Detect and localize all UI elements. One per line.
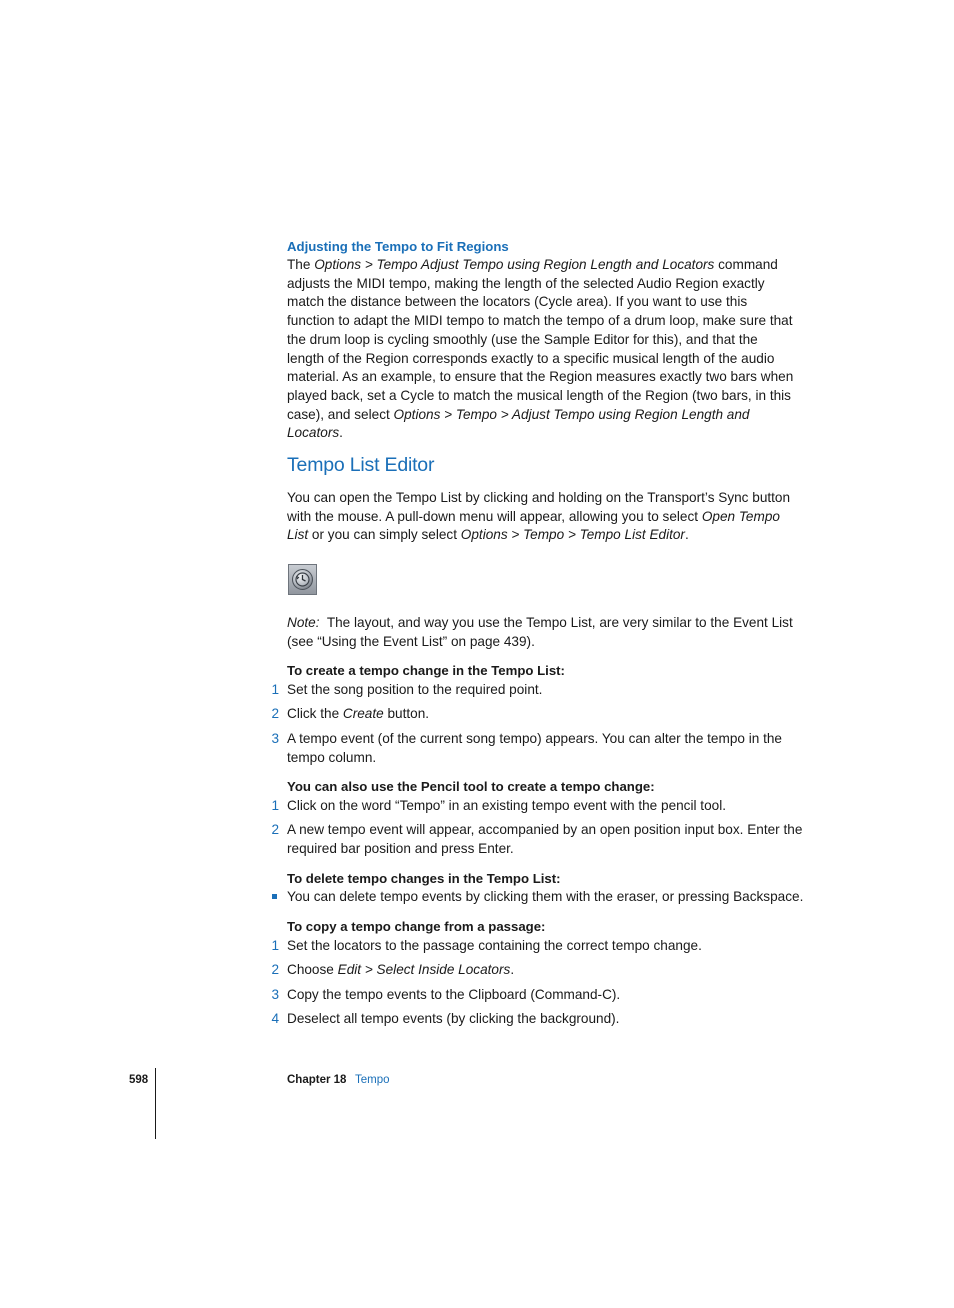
step-number: 1 (271, 682, 279, 697)
step-text: Copy the tempo events to the Clipboard (Command-C). (287, 987, 621, 1002)
step-number: 2 (271, 822, 279, 837)
procedure-title-pencil: You can also use the Pencil tool to create a tempo change: (287, 779, 655, 794)
list-item (271, 1010, 817, 1029)
footer-chapter-label: Chapter 18 (287, 1074, 347, 1086)
list-item (287, 888, 817, 907)
footer-chapter-title: Tempo (355, 1074, 390, 1086)
page-number: 598 (129, 1074, 149, 1086)
list-item (271, 730, 817, 767)
step-text: Deselect all tempo events (by clicking the background). (287, 1011, 620, 1026)
step-text: Set the locators to the passage containing the correct tempo change. (287, 938, 702, 953)
list-item (271, 937, 817, 956)
list-item (271, 961, 817, 980)
list-item (271, 986, 817, 1005)
adjust-tempo-paragraph: The Options > Tempo Adjust Tempo using Region Length and Locators command adjusts the MIDI tempo, making the length of the selected Audio Region exactly match the distance between the locators (Cycle area). If you want to use this function to adapt the MIDI tempo to match the tempo of a drum loop, make sure that the drum loop is cycling smoothly (use the Sample Editor for this), and that the length of the Region corresponds exactly to a specific musical length of the audio material. As an example, to ensure that the Region measures exactly two bars when played back, set a Cycle to match the musical length of the Region (two bars, in this case), and select Options > Tempo > Adjust Tempo using Region Length and Locators. (287, 257, 794, 441)
step-number: 3 (271, 731, 279, 746)
bullet-icon (272, 894, 277, 899)
step-text: Click the Create button. (287, 706, 430, 721)
section-heading-adjusting-tempo: Adjusting the Tempo to Fit Regions (287, 239, 509, 254)
step-number: 4 (271, 1011, 279, 1026)
procedure-title-delete: To delete tempo changes in the Tempo List: (287, 871, 561, 886)
tempo-list-button-icon (288, 564, 317, 595)
step-text: A tempo event (of the current song tempo) appears. You can alter the tempo in the tempo column. (287, 731, 782, 765)
step-text: Choose Edit > Select Inside Locators. (287, 962, 515, 977)
list-item (271, 797, 817, 816)
procedure-title-copy: To copy a tempo change from a passage: (287, 919, 546, 934)
step-number: 1 (271, 798, 279, 813)
step-text: A new tempo event will appear, accompanied by an open position input box. Enter the required bar position and press Enter. (287, 822, 803, 856)
step-number: 2 (271, 706, 279, 721)
list-item (271, 681, 817, 700)
step-number: 2 (271, 962, 279, 977)
footer-divider (155, 1068, 156, 1139)
step-number: 1 (271, 938, 279, 953)
note-paragraph (287, 614, 797, 651)
note-text: The layout, and way you use the Tempo List, are very similar to the Event List (see “Using the Event List” on page 439). (287, 615, 793, 649)
note-label: Note: (287, 615, 320, 630)
procedure-title-create: To create a tempo change in the Tempo List: (287, 663, 565, 678)
list-item (271, 705, 817, 724)
bullet-text: You can delete tempo events by clicking them with the eraser, or pressing Backspace. (287, 889, 804, 904)
page-title: Tempo List Editor (287, 454, 435, 476)
tempo-list-intro-paragraph: You can open the Tempo List by clicking and holding on the Transport’s Sync button with the mouse. A pull-down menu will appear, allowing you to select Open Tempo List or you can simply select Options > Tempo > Tempo List Editor. (287, 490, 791, 543)
step-text: Set the song position to the required point. (287, 682, 543, 697)
step-text: Click on the word “Tempo” in an existing tempo event with the pencil tool. (287, 798, 726, 813)
step-number: 3 (271, 987, 279, 1002)
list-item (271, 821, 817, 858)
